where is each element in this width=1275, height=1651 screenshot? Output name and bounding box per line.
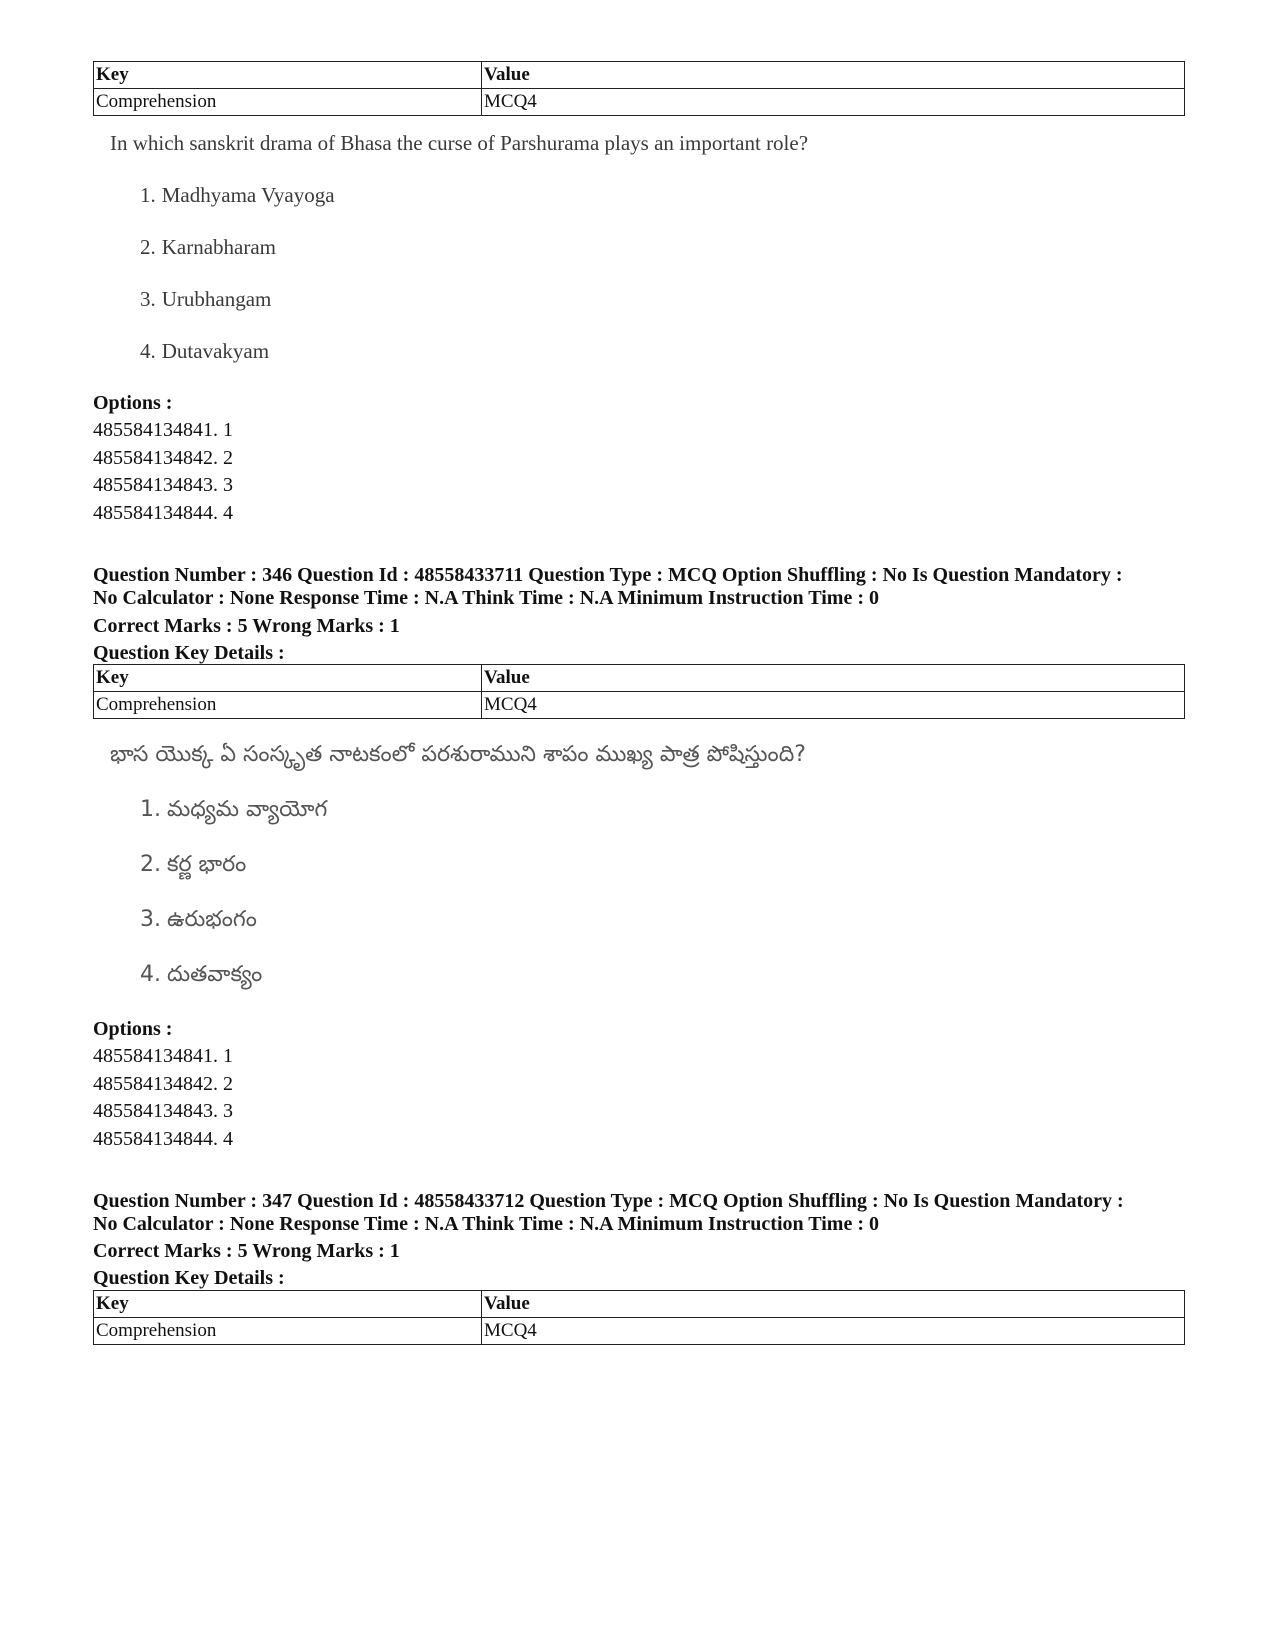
key-header-cell: Key <box>94 1291 482 1318</box>
choice-number: 2. <box>140 852 161 877</box>
key-details-label: Question Key Details : <box>93 642 285 664</box>
options-heading: Options : <box>93 392 173 414</box>
choice-text: కర్ణ భారం <box>167 852 247 877</box>
choice-text: Urubhangam <box>161 287 272 311</box>
value-header-cell: Value <box>482 665 1185 692</box>
value-header-cell: Value <box>482 1291 1185 1318</box>
choice-number: 4. <box>140 962 161 987</box>
choice-item <box>140 287 271 312</box>
choice-text: దుతవాక్యం <box>167 962 263 987</box>
value-cell: MCQ4 <box>482 692 1185 719</box>
option-item: 485584134844. 4 <box>93 1128 233 1150</box>
choice-text: మధ్యమ వ్యాయోగ <box>167 797 328 822</box>
key-cell: Comprehension <box>94 1318 482 1345</box>
option-item: 485584134841. 1 <box>93 1045 233 1067</box>
table-header-row <box>94 665 1185 692</box>
option-item: 485584134843. 3 <box>93 474 233 496</box>
value-cell: MCQ4 <box>482 89 1185 116</box>
value-cell: MCQ4 <box>482 1318 1185 1345</box>
choice-number: 3. <box>140 907 161 932</box>
question-meta-line: Question Number : 346 Question Id : 48558433711 Question Type : MCQ Option Shuffling : No Is Question Mandatory : <box>93 564 1123 586</box>
value-header-cell: Value <box>482 62 1185 89</box>
option-item: 485584134841. 1 <box>93 419 233 441</box>
table-row <box>94 1318 1185 1345</box>
question-stem: భాస యొక్క ఏ సంస్కృత నాటకంలో పరశురాముని శాపం ముఖ్య పాత్ర పోషిస్తుంది? <box>110 742 806 767</box>
marks-line: Correct Marks : 5 Wrong Marks : 1 <box>93 615 400 637</box>
choice-number: 4. <box>140 339 156 363</box>
key-details-label: Question Key Details : <box>93 1267 285 1289</box>
choice-number: 2. <box>140 235 156 259</box>
choice-item <box>140 235 276 260</box>
table-header-row <box>94 1291 1185 1318</box>
choice-item <box>140 962 262 992</box>
options-heading: Options : <box>93 1018 173 1040</box>
option-item: 485584134843. 3 <box>93 1100 233 1122</box>
choice-text: Dutavakyam <box>161 339 270 363</box>
question-stem: In which sanskrit drama of Bhasa the curse of Parshurama plays an important role? <box>110 131 809 155</box>
question-meta-line: Question Number : 347 Question Id : 48558433712 Question Type : MCQ Option Shuffling : No Is Question Mandatory : <box>93 1190 1124 1212</box>
choice-item <box>140 339 269 364</box>
choice-text: ఉరుభంగం <box>167 907 257 932</box>
question-meta-line: No Calculator : None Response Time : N.A Think Time : N.A Minimum Instruction Time : 0 <box>93 587 879 609</box>
key-header-cell: Key <box>94 665 482 692</box>
option-item: 485584134842. 2 <box>93 1073 233 1095</box>
choice-number: 1. <box>140 797 161 822</box>
table-row <box>94 692 1185 719</box>
key-cell: Comprehension <box>94 692 482 719</box>
key-header-cell: Key <box>94 62 482 89</box>
choice-text: Karnabharam <box>161 235 277 259</box>
marks-line: Correct Marks : 5 Wrong Marks : 1 <box>93 1240 400 1262</box>
choice-item <box>140 183 335 208</box>
choice-text: Madhyama Vyayoga <box>161 183 335 207</box>
choice-item <box>140 797 327 827</box>
table-header-row <box>94 62 1185 89</box>
choice-number: 3. <box>140 287 156 311</box>
choice-item <box>140 907 257 937</box>
key-cell: Comprehension <box>94 89 482 116</box>
question-key-table <box>93 1290 1185 1345</box>
question-key-table <box>93 61 1185 116</box>
table-row <box>94 89 1185 116</box>
choice-item <box>140 852 246 882</box>
option-item: 485584134844. 4 <box>93 502 233 524</box>
choice-number: 1. <box>140 183 156 207</box>
question-meta-line: No Calculator : None Response Time : N.A Think Time : N.A Minimum Instruction Time : 0 <box>93 1213 879 1235</box>
option-item: 485584134842. 2 <box>93 447 233 469</box>
question-key-table <box>93 664 1185 719</box>
